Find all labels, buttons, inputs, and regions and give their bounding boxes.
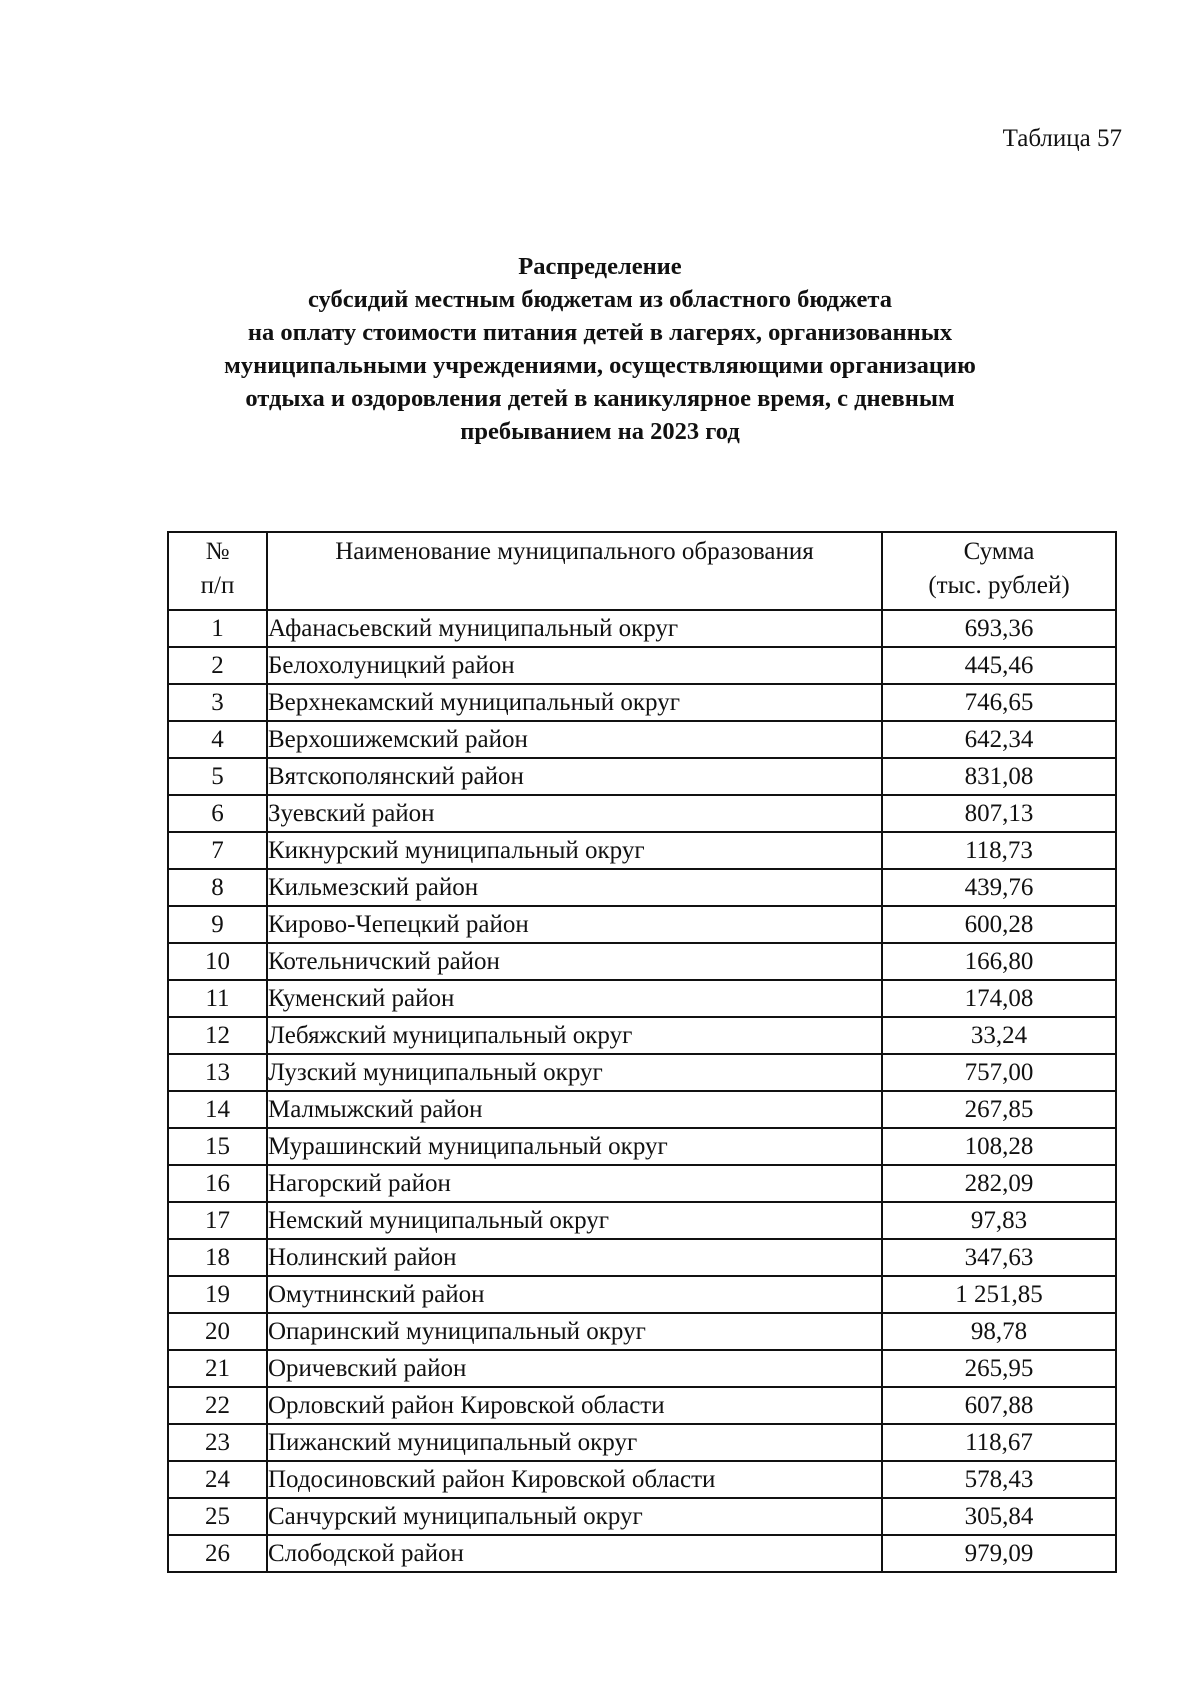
table-row [168, 980, 1116, 1017]
municipality-name-cell: Оричевский район [267, 1350, 882, 1387]
municipality-name-cell: Омутнинский район [267, 1276, 882, 1313]
sum-amount-cell: 1 251,85 [882, 1276, 1116, 1313]
title-line: муниципальными учреждениями, осуществляющими организацию [224, 352, 976, 379]
row-number-cell: 8 [168, 869, 267, 906]
table-row [168, 1017, 1116, 1054]
row-number-cell: 25 [168, 1498, 267, 1535]
sum-amount-cell: 118,73 [882, 832, 1116, 869]
municipality-name-cell: Нагорский район [267, 1165, 882, 1202]
row-number-cell: 9 [168, 906, 267, 943]
sum-amount-cell: 118,67 [882, 1424, 1116, 1461]
row-number-cell: 7 [168, 832, 267, 869]
header-sum-title: Сумма [963, 538, 1035, 565]
title-line: субсидий местным бюджетам из областного бюджета [308, 286, 892, 313]
sum-amount-cell: 98,78 [882, 1313, 1116, 1350]
sum-amount-cell: 166,80 [882, 943, 1116, 980]
table-row [168, 1313, 1116, 1350]
table-row [168, 1350, 1116, 1387]
row-number-cell: 15 [168, 1128, 267, 1165]
municipality-name-cell: Котельничский район [267, 943, 882, 980]
municipality-name-cell: Белохолуницкий район [267, 647, 882, 684]
row-number-cell: 16 [168, 1165, 267, 1202]
table-row [168, 832, 1116, 869]
row-number-cell: 6 [168, 795, 267, 832]
municipality-name-cell: Нолинский район [267, 1239, 882, 1276]
municipality-name-cell: Лебяжский муниципальный округ [267, 1017, 882, 1054]
table-row [168, 943, 1116, 980]
sum-amount-cell: 607,88 [882, 1387, 1116, 1424]
municipality-name-cell: Кильмезский район [267, 869, 882, 906]
title-line: на оплату стоимости питания детей в лагерях, организованных [247, 319, 953, 346]
table-row [168, 1054, 1116, 1091]
municipality-name-cell: Вятскополянский район [267, 758, 882, 795]
sum-amount-cell: 108,28 [882, 1128, 1116, 1165]
sum-amount-cell: 807,13 [882, 795, 1116, 832]
header-sum [882, 532, 1116, 610]
sum-amount-cell: 600,28 [882, 906, 1116, 943]
sum-amount-cell: 445,46 [882, 647, 1116, 684]
sum-amount-cell: 174,08 [882, 980, 1116, 1017]
municipality-name-cell: Верхошижемский район [267, 721, 882, 758]
title-line: пребыванием на 2023 год [460, 418, 740, 445]
municipality-name-cell: Лузский муниципальный округ [267, 1054, 882, 1091]
table-row [168, 1387, 1116, 1424]
table-row [168, 1276, 1116, 1313]
municipality-name-cell: Кирово-Чепецкий район [267, 906, 882, 943]
sum-amount-cell: 97,83 [882, 1202, 1116, 1239]
municipality-name-cell: Подосиновский район Кировской области [267, 1461, 882, 1498]
table-row [168, 684, 1116, 721]
municipality-name-cell: Санчурский муниципальный округ [267, 1498, 882, 1535]
row-number-cell: 4 [168, 721, 267, 758]
sum-amount-cell: 757,00 [882, 1054, 1116, 1091]
table-row [168, 1091, 1116, 1128]
municipality-name-cell: Верхнекамский муниципальный округ [267, 684, 882, 721]
header-municipality: Наименование муниципального образования [267, 532, 882, 610]
row-number-cell: 13 [168, 1054, 267, 1091]
table-row [168, 1535, 1116, 1572]
municipality-name-cell: Афанасьевский муниципальный округ [267, 610, 882, 647]
table-row [168, 1498, 1116, 1535]
table-row [168, 1461, 1116, 1498]
table-row [168, 647, 1116, 684]
table-row [168, 610, 1116, 647]
municipality-name-cell: Опаринский муниципальный округ [267, 1313, 882, 1350]
row-number-cell: 18 [168, 1239, 267, 1276]
table-row [168, 721, 1116, 758]
row-number-cell: 11 [168, 980, 267, 1017]
document-title [150, 250, 1050, 448]
subsidy-table [167, 531, 1117, 1573]
sum-amount-cell: 439,76 [882, 869, 1116, 906]
row-number-cell: 20 [168, 1313, 267, 1350]
row-number-cell: 14 [168, 1091, 267, 1128]
table-row [168, 1424, 1116, 1461]
row-number-cell: 19 [168, 1276, 267, 1313]
municipality-name-cell: Мурашинский муниципальный округ [267, 1128, 882, 1165]
row-number-cell: 3 [168, 684, 267, 721]
sum-amount-cell: 267,85 [882, 1091, 1116, 1128]
table-row [168, 1202, 1116, 1239]
table-row [168, 869, 1116, 906]
municipality-name-cell: Орловский район Кировской области [267, 1387, 882, 1424]
sum-amount-cell: 282,09 [882, 1165, 1116, 1202]
table-row [168, 1128, 1116, 1165]
row-number-cell: 10 [168, 943, 267, 980]
title-line: отдыха и оздоровления детей в каникулярное время, с дневным [245, 385, 955, 412]
sum-amount-cell: 265,95 [882, 1350, 1116, 1387]
row-number-cell: 26 [168, 1535, 267, 1572]
sum-amount-cell: 33,24 [882, 1017, 1116, 1054]
table-row [168, 758, 1116, 795]
row-number-cell: 5 [168, 758, 267, 795]
sum-amount-cell: 746,65 [882, 684, 1116, 721]
municipality-name-cell: Малмыжский район [267, 1091, 882, 1128]
table-number-label: Таблица 57 [1002, 125, 1122, 152]
municipality-name-cell: Пижанский муниципальный округ [267, 1424, 882, 1461]
sum-amount-cell: 642,34 [882, 721, 1116, 758]
row-number-cell: 1 [168, 610, 267, 647]
row-number-cell: 23 [168, 1424, 267, 1461]
sum-amount-cell: 347,63 [882, 1239, 1116, 1276]
sum-amount-cell: 979,09 [882, 1535, 1116, 1572]
title-line: Распределение [518, 253, 682, 280]
table-row [168, 795, 1116, 832]
header-number-symbol: № [205, 538, 230, 565]
sum-amount-cell: 305,84 [882, 1498, 1116, 1535]
table-body [168, 610, 1116, 1572]
header-sum-unit: (тыс. рублей) [928, 572, 1070, 599]
table-row [168, 1239, 1116, 1276]
row-number-cell: 21 [168, 1350, 267, 1387]
sum-amount-cell: 693,36 [882, 610, 1116, 647]
row-number-cell: 17 [168, 1202, 267, 1239]
municipality-name-cell: Зуевский район [267, 795, 882, 832]
row-number-cell: 12 [168, 1017, 267, 1054]
table-row [168, 906, 1116, 943]
header-number-abbrev: п/п [200, 572, 235, 599]
sum-amount-cell: 831,08 [882, 758, 1116, 795]
header-number [168, 532, 267, 610]
row-number-cell: 22 [168, 1387, 267, 1424]
municipality-name-cell: Слободской район [267, 1535, 882, 1572]
row-number-cell: 2 [168, 647, 267, 684]
row-number-cell: 24 [168, 1461, 267, 1498]
table-header-row [168, 532, 1116, 610]
table-row [168, 1165, 1116, 1202]
municipality-name-cell: Немский муниципальный округ [267, 1202, 882, 1239]
municipality-name-cell: Кикнурский муниципальный округ [267, 832, 882, 869]
municipality-name-cell: Куменский район [267, 980, 882, 1017]
sum-amount-cell: 578,43 [882, 1461, 1116, 1498]
